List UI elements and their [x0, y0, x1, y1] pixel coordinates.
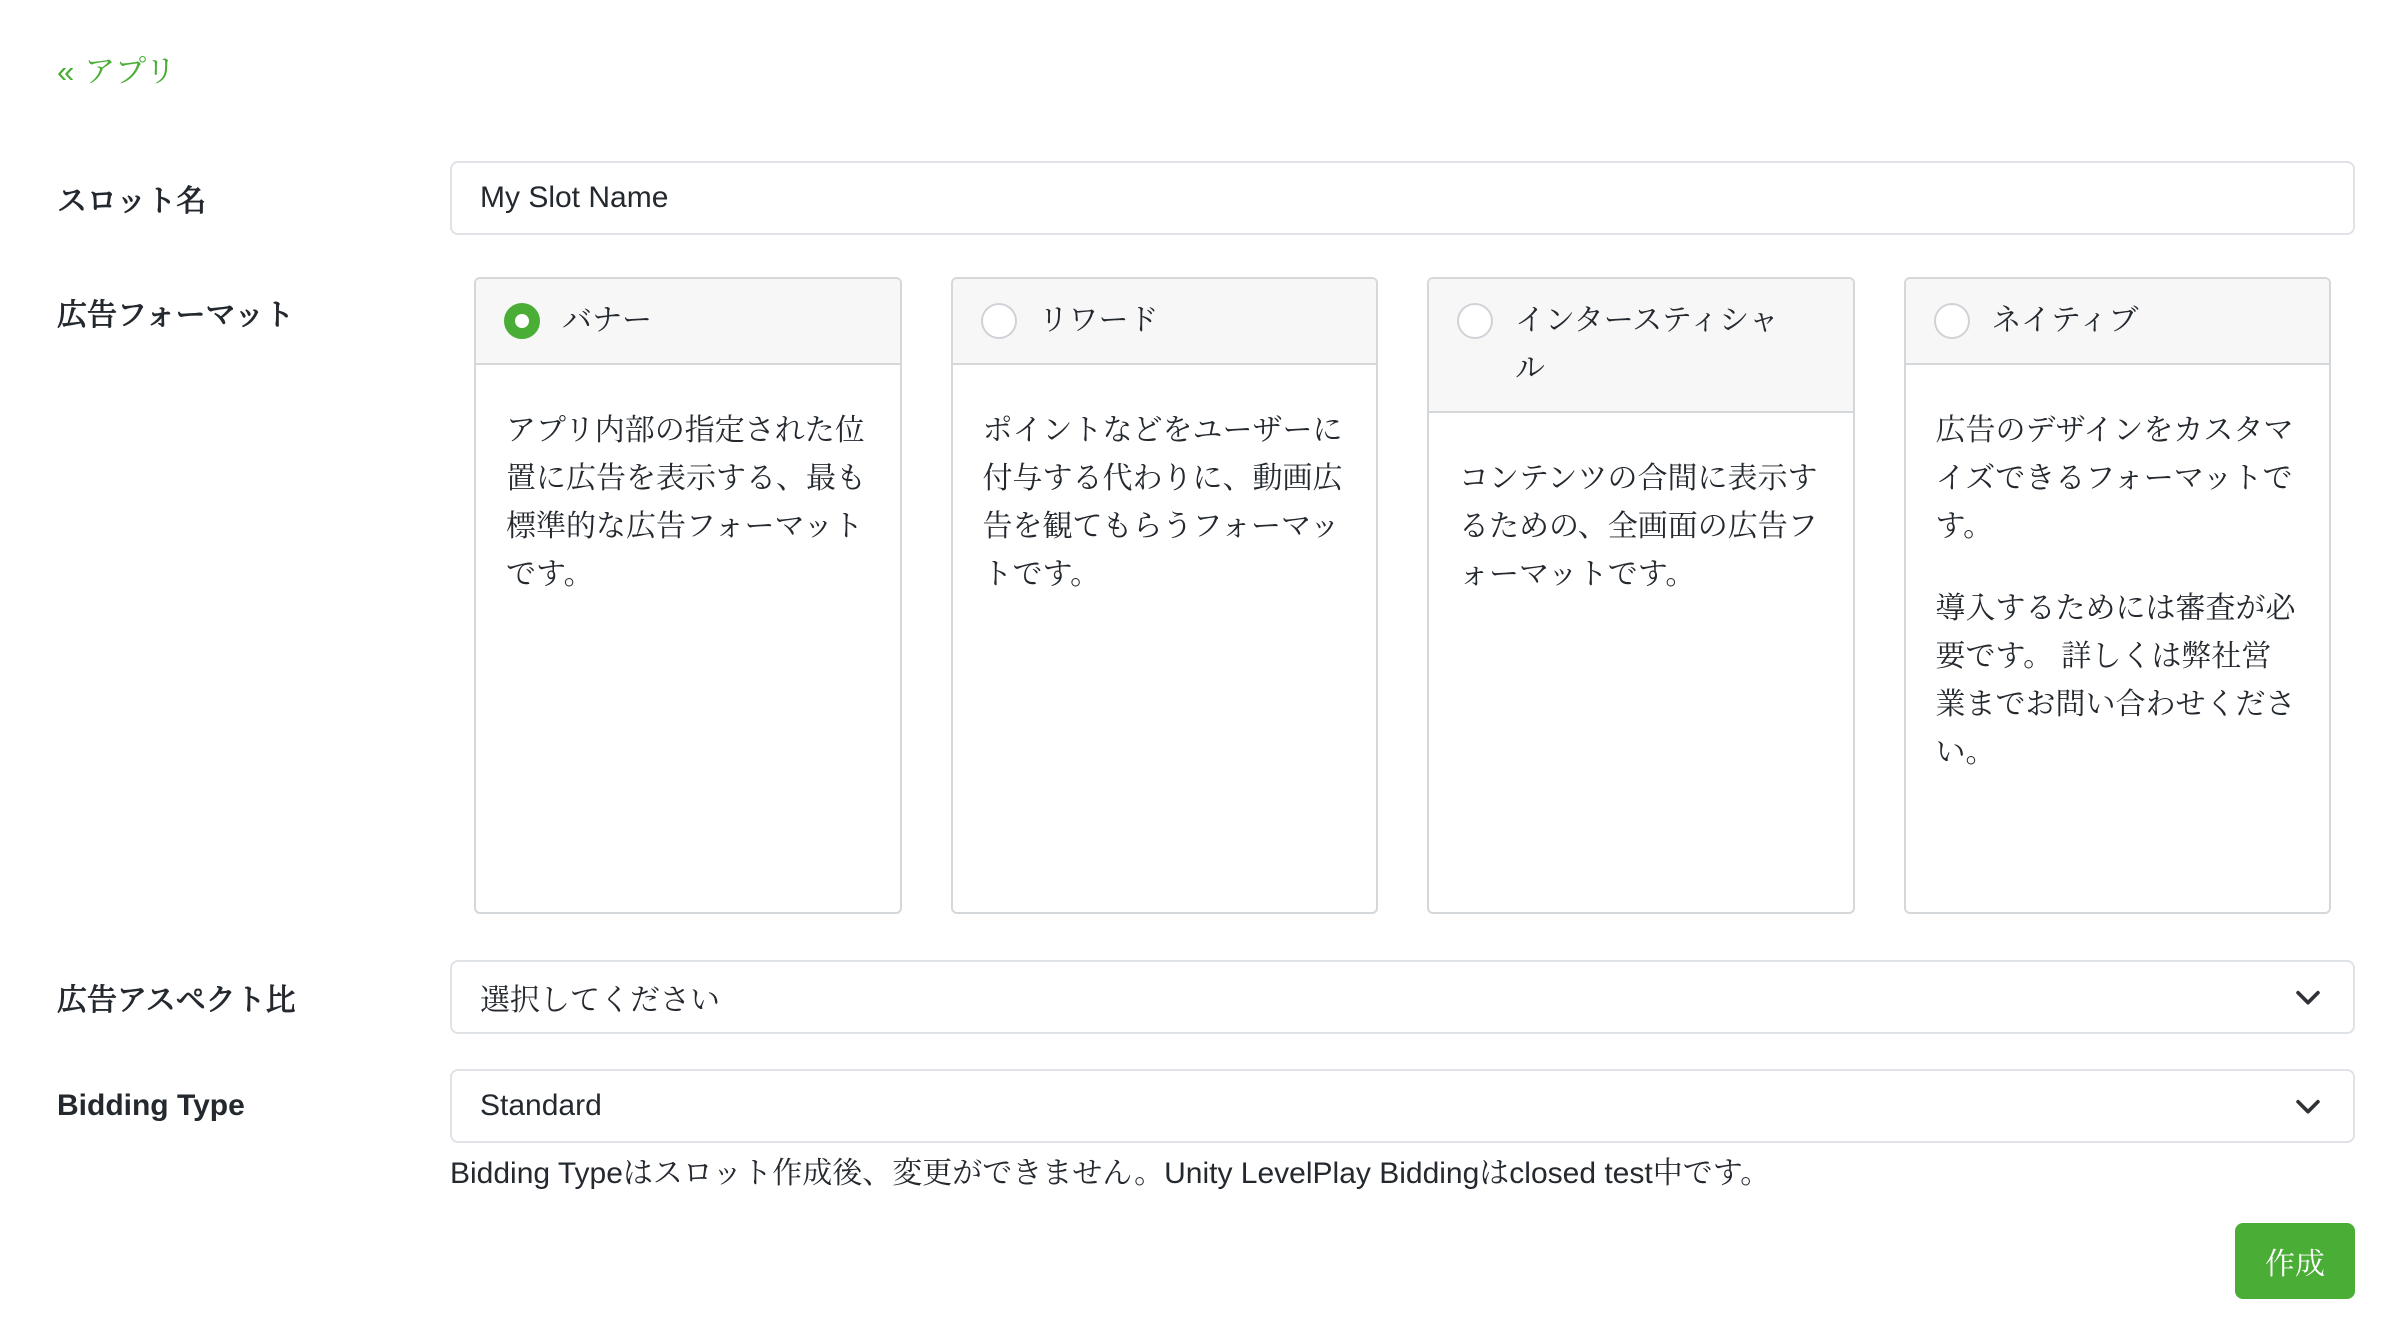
- radio-interstitial-icon[interactable]: [1457, 303, 1493, 339]
- ad-format-option-native[interactable]: [1906, 279, 2330, 365]
- ad-format-description: アプリ内部の指定された位置に広告を表示する、最も標準的な広告フォーマットです。: [506, 414, 866, 591]
- chevron-down-icon: [2291, 1089, 2325, 1123]
- ad-format-options: [474, 277, 2331, 914]
- bidding-type-row: [57, 1069, 2355, 1193]
- radio-reward-icon[interactable]: [981, 303, 1017, 339]
- ad-format-description: コンテンツの合間に表示するための、全画面の広告フォーマットです。: [1459, 462, 1818, 591]
- back-chevrons-icon: «: [57, 54, 75, 89]
- bidding-type-selected-value: Standard: [480, 1089, 602, 1122]
- ad-format-option-banner[interactable]: [476, 279, 900, 365]
- ad-format-option-label: リワード: [1038, 304, 1159, 337]
- ad-format-option-label: インタースティシャル: [1515, 304, 1779, 385]
- ad-format-card-interstitial[interactable]: [1427, 277, 1855, 914]
- back-link[interactable]: [57, 46, 176, 91]
- slot-name-input[interactable]: [450, 161, 2355, 235]
- slot-name-label: スロット名: [57, 185, 207, 218]
- chevron-down-icon: [2291, 980, 2325, 1014]
- ad-format-card-banner[interactable]: [474, 277, 902, 914]
- aspect-ratio-select[interactable]: [450, 960, 2355, 1034]
- create-button[interactable]: 作成: [2235, 1223, 2355, 1299]
- radio-banner-icon[interactable]: [504, 303, 540, 339]
- bidding-type-note: Bidding Typeはスロット作成後、変更ができません。Unity LevelPlay Biddingはclosed test中です。: [450, 1157, 1771, 1190]
- ad-format-option-label: ネイティブ: [1991, 304, 2139, 337]
- back-link-label: アプリ: [84, 54, 177, 89]
- ad-format-option-reward[interactable]: [953, 279, 1377, 365]
- aspect-ratio-selected-value: 選択してください: [480, 984, 720, 1017]
- ad-format-label: 広告フォーマット: [57, 299, 295, 332]
- form-actions: [57, 1223, 2355, 1299]
- slot-name-row: [57, 161, 2355, 235]
- ad-format-description: 広告のデザインをカスタマイズできるフォーマットです。 導入するためには審査が必要です。 詳しくは弊社営業までお問い合わせください。: [1935, 414, 2296, 769]
- radio-native-icon[interactable]: [1934, 303, 1970, 339]
- ad-format-card-native[interactable]: [1904, 277, 2332, 914]
- bidding-type-select[interactable]: [450, 1069, 2355, 1143]
- ad-format-description: ポイントなどをユーザーに付与する代わりに、動画広告を観てもらうフォーマットです。: [982, 414, 1343, 591]
- ad-format-option-interstitial[interactable]: [1429, 279, 1853, 413]
- bidding-type-label: Bidding Type: [57, 1089, 245, 1122]
- aspect-ratio-label: 広告アスペクト比: [57, 984, 296, 1017]
- ad-format-option-label: バナー: [562, 304, 652, 337]
- ad-format-card-reward[interactable]: [951, 277, 1379, 914]
- ad-format-row: [57, 277, 2355, 914]
- aspect-ratio-row: [57, 960, 2355, 1034]
